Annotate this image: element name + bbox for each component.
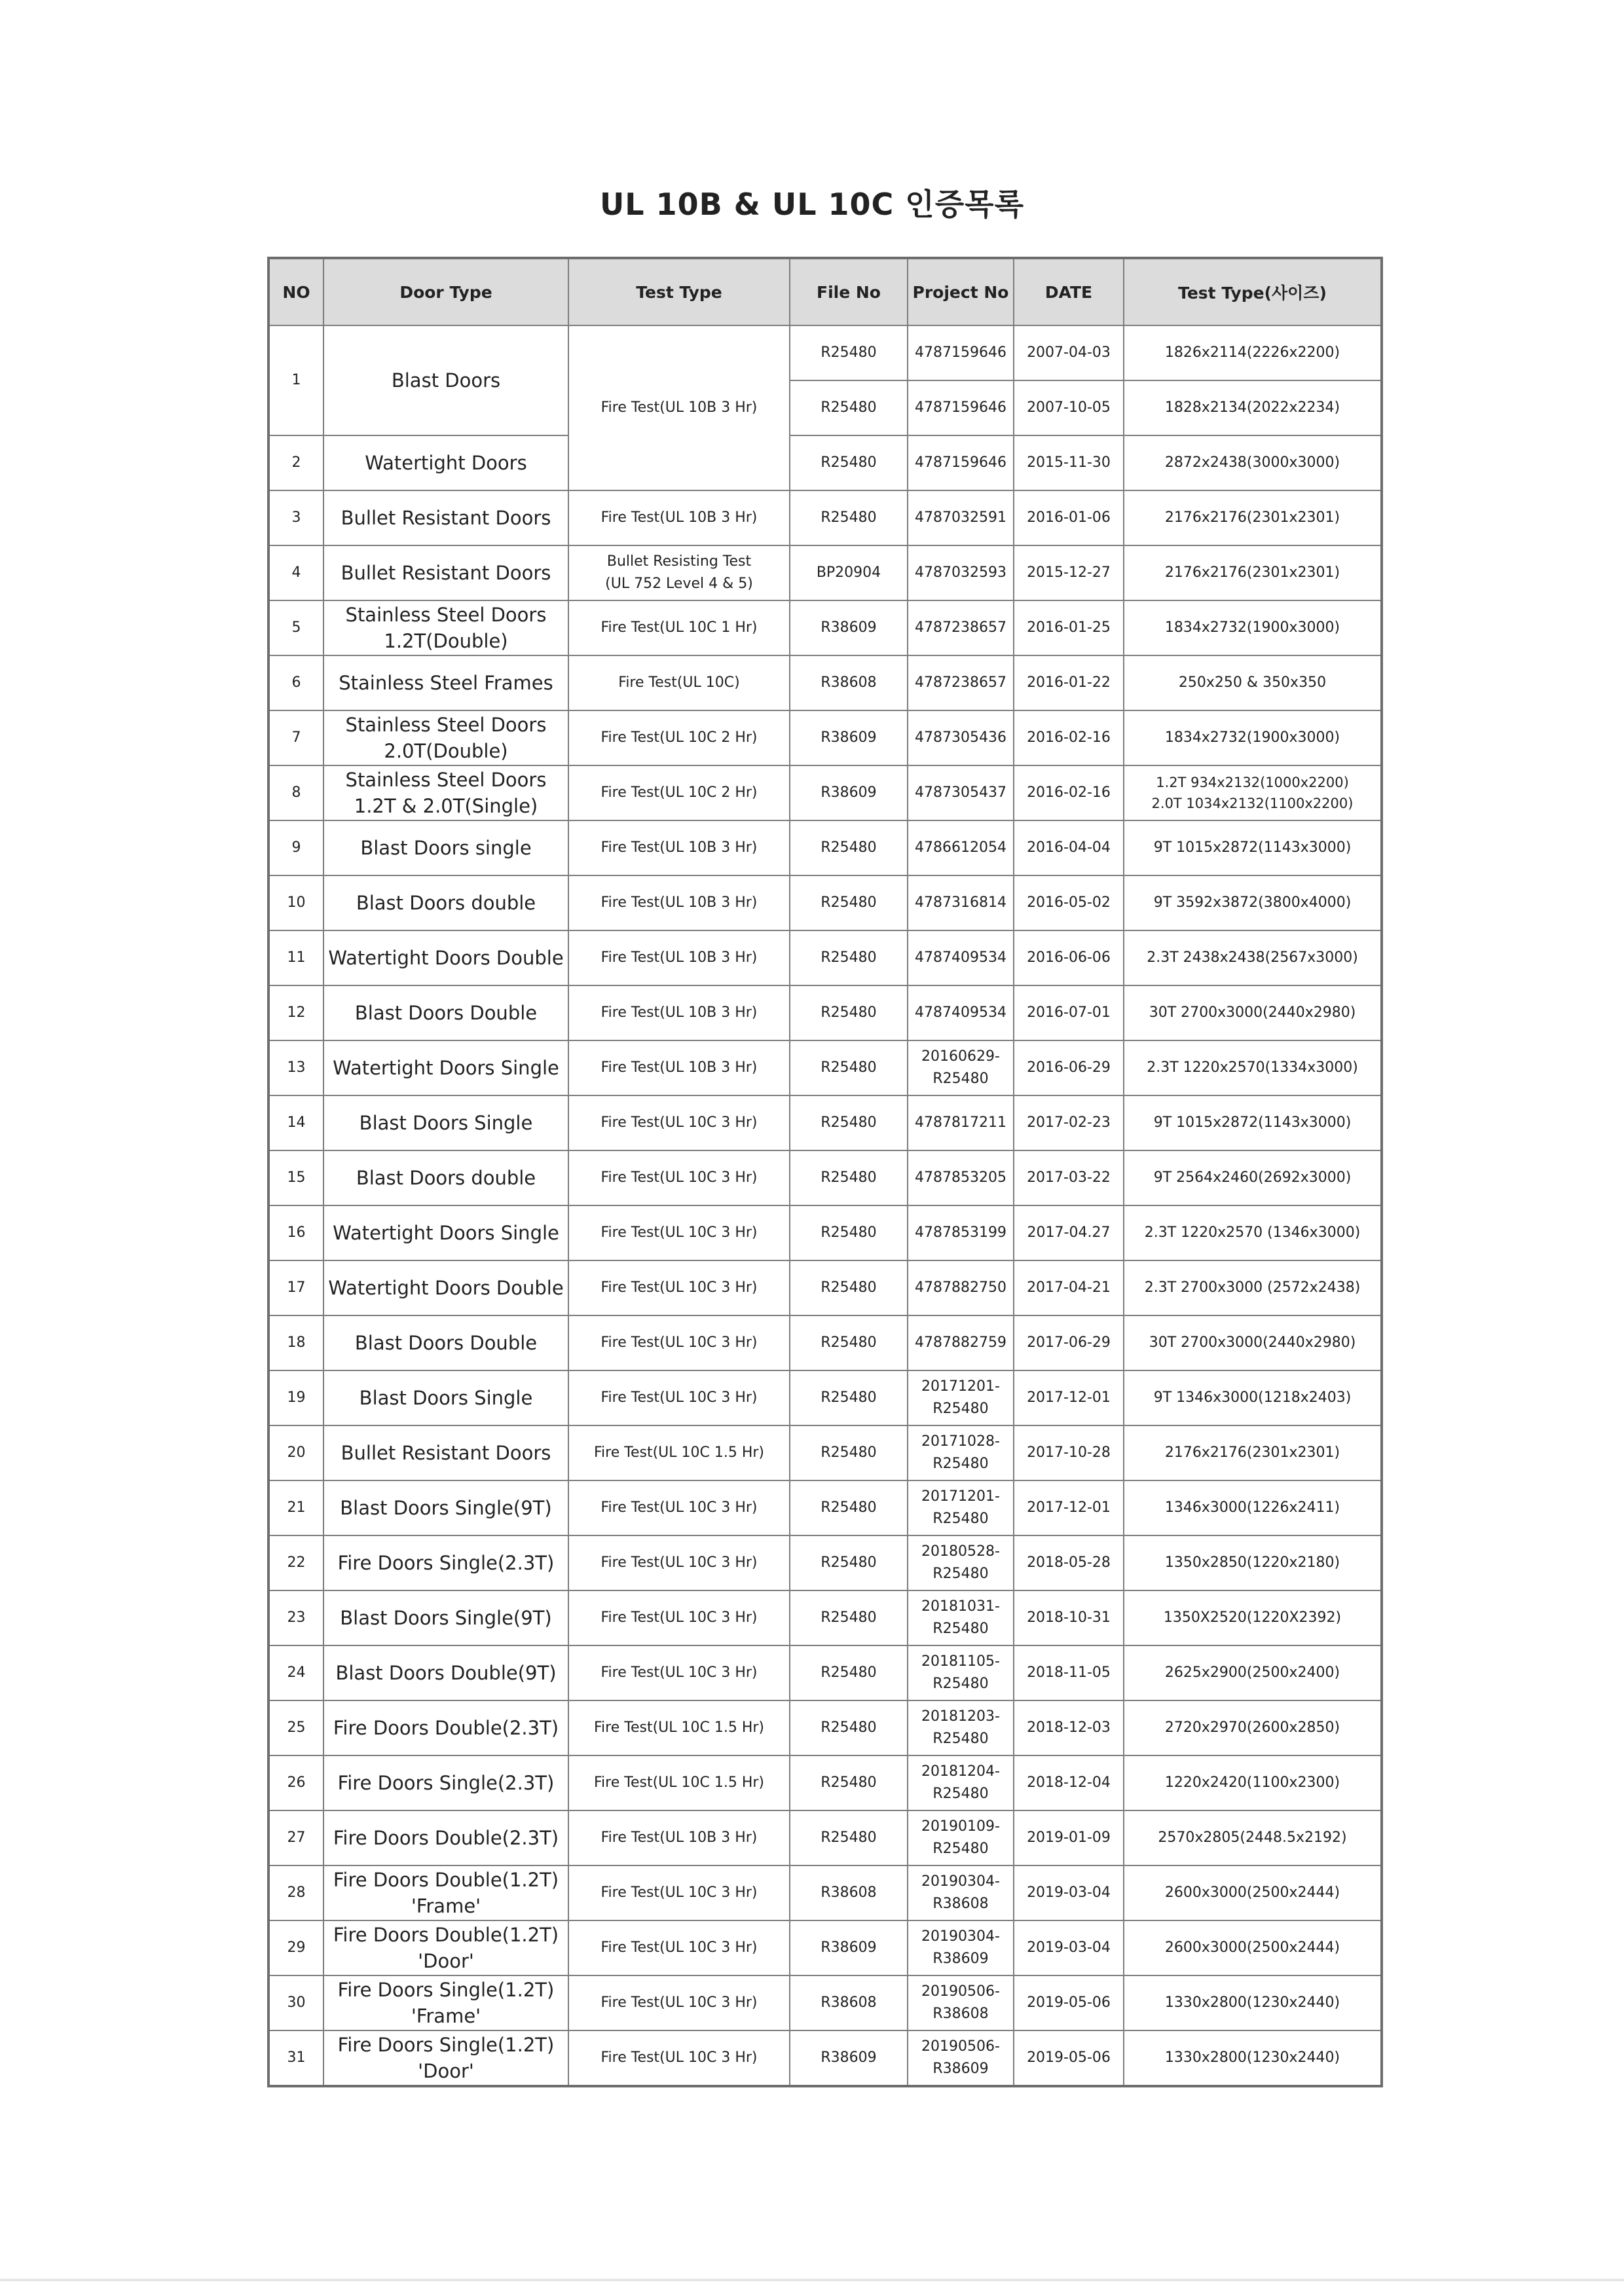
- cell-project-no: 20171201- R25480: [908, 1480, 1014, 1535]
- cell-no: 12: [268, 985, 323, 1040]
- cell-no: 4: [268, 545, 323, 600]
- cell-date: 2017-04.27: [1014, 1205, 1124, 1260]
- cell-file-no: R25480: [790, 1040, 908, 1095]
- cell-file-no: R25480: [790, 1425, 908, 1480]
- cell-project-no: 20190109- R25480: [908, 1810, 1014, 1865]
- cell-size: 30T 2700x3000(2440x2980): [1124, 985, 1382, 1040]
- table-row: [268, 985, 1382, 1040]
- cell-test-type: Fire Test(UL 10C 3 Hr): [568, 1535, 790, 1590]
- cell-project-no: 4787409534: [908, 930, 1014, 985]
- cell-file-no: R38608: [790, 655, 908, 710]
- cell-test-type: Fire Test(UL 10C 3 Hr): [568, 1315, 790, 1370]
- cell-test-type: Fire Test(UL 10C 3 Hr): [568, 2030, 790, 2086]
- cell-test-type: Fire Test(UL 10B 3 Hr): [568, 1040, 790, 1095]
- cell-door-type: Bullet Resistant Doors: [323, 545, 568, 600]
- cell-no: 22: [268, 1535, 323, 1590]
- table-row: [268, 1040, 1382, 1095]
- cell-project-no: 4787817211: [908, 1095, 1014, 1150]
- cell-size: 2625x2900(2500x2400): [1124, 1645, 1382, 1700]
- cell-date: 2017-04-21: [1014, 1260, 1124, 1315]
- cell-date: 2019-01-09: [1014, 1810, 1124, 1865]
- cell-project-no: 4787238657: [908, 655, 1014, 710]
- cell-no: 15: [268, 1150, 323, 1205]
- table-row: [268, 1865, 1382, 1920]
- cell-file-no: R38609: [790, 765, 908, 820]
- cell-size: 1346x3000(1226x2411): [1124, 1480, 1382, 1535]
- cell-test-type: Fire Test(UL 10C 3 Hr): [568, 1150, 790, 1205]
- cell-no: 11: [268, 930, 323, 985]
- cell-date: 2018-11-05: [1014, 1645, 1124, 1700]
- cell-date: 2016-01-22: [1014, 655, 1124, 710]
- cell-test-type: Fire Test(UL 10C 3 Hr): [568, 1205, 790, 1260]
- cell-date: 2017-06-29: [1014, 1315, 1124, 1370]
- cell-file-no: R38608: [790, 1865, 908, 1920]
- cell-project-no: 4787316814: [908, 875, 1014, 930]
- cell-no: 18: [268, 1315, 323, 1370]
- cell-no: 14: [268, 1095, 323, 1150]
- cell-date: 2015-11-30: [1014, 435, 1124, 490]
- cell-file-no: R25480: [790, 1150, 908, 1205]
- cell-door-type: Watertight Doors: [323, 435, 568, 490]
- cell-door-type: Blast Doors: [323, 325, 568, 435]
- table-row: [268, 875, 1382, 930]
- cell-door-type: Blast Doors Double: [323, 985, 568, 1040]
- cell-no: 2: [268, 435, 323, 490]
- table-row: [268, 1315, 1382, 1370]
- cell-size: 250x250 & 350x350: [1124, 655, 1382, 710]
- cell-project-no: 20190304- R38609: [908, 1920, 1014, 1975]
- cell-file-no: R25480: [790, 985, 908, 1040]
- cell-file-no: R25480: [790, 325, 908, 380]
- cell-size: 1.2T 934x2132(1000x2200) 2.0T 1034x2132(1100x2200): [1124, 765, 1382, 820]
- cell-door-type: Blast Doors Single(9T): [323, 1480, 568, 1535]
- cell-size: 1834x2732(1900x3000): [1124, 710, 1382, 765]
- cell-file-no: R38609: [790, 2030, 908, 2086]
- cell-no: 26: [268, 1755, 323, 1810]
- cell-no: 17: [268, 1260, 323, 1315]
- table-row: [268, 1205, 1382, 1260]
- cell-test-type: Bullet Resisting Test (UL 752 Level 4 & 5): [568, 545, 790, 600]
- cell-test-type: Fire Test(UL 10C 3 Hr): [568, 1975, 790, 2030]
- cell-project-no: 20171028- R25480: [908, 1425, 1014, 1480]
- cell-no: 25: [268, 1700, 323, 1755]
- cell-size: 30T 2700x3000(2440x2980): [1124, 1315, 1382, 1370]
- cell-no: 29: [268, 1920, 323, 1975]
- cell-door-type: Watertight Doors Single: [323, 1040, 568, 1095]
- cell-date: 2017-10-28: [1014, 1425, 1124, 1480]
- cell-size: 2570x2805(2448.5x2192): [1124, 1810, 1382, 1865]
- cell-file-no: R25480: [790, 930, 908, 985]
- cell-door-type: Bullet Resistant Doors: [323, 490, 568, 545]
- cell-size: 1350X2520(1220X2392): [1124, 1590, 1382, 1645]
- cell-test-type: Fire Test(UL 10C 3 Hr): [568, 1260, 790, 1315]
- header-date: DATE: [1014, 258, 1124, 325]
- cell-test-type: Fire Test(UL 10C 1.5 Hr): [568, 1425, 790, 1480]
- cell-door-type: Stainless Steel Doors 1.2T & 2.0T(Single): [323, 765, 568, 820]
- cell-date: 2007-04-03: [1014, 325, 1124, 380]
- cell-file-no: R38609: [790, 1920, 908, 1975]
- cell-test-type: Fire Test(UL 10B 3 Hr): [568, 930, 790, 985]
- cell-no: 19: [268, 1370, 323, 1425]
- cell-door-type: Blast Doors single: [323, 820, 568, 875]
- table-row: [268, 820, 1382, 875]
- header-file-no: File No: [790, 258, 908, 325]
- cell-file-no: R25480: [790, 1315, 908, 1370]
- cell-file-no: R25480: [790, 1480, 908, 1535]
- cell-door-type: Stainless Steel Doors 2.0T(Double): [323, 710, 568, 765]
- cell-project-no: 20171201- R25480: [908, 1370, 1014, 1425]
- cell-size: 1220x2420(1100x2300): [1124, 1755, 1382, 1810]
- cell-no: 23: [268, 1590, 323, 1645]
- table-row: [268, 655, 1382, 710]
- cell-project-no: 4787305437: [908, 765, 1014, 820]
- cell-door-type: Fire Doors Single(1.2T) 'Door': [323, 2030, 568, 2086]
- table-row: [268, 1700, 1382, 1755]
- cell-no: 30: [268, 1975, 323, 2030]
- cell-date: 2016-06-06: [1014, 930, 1124, 985]
- cell-door-type: Stainless Steel Doors 1.2T(Double): [323, 600, 568, 655]
- cell-door-type: Fire Doors Single(2.3T): [323, 1535, 568, 1590]
- cell-project-no: 4787409534: [908, 985, 1014, 1040]
- cell-project-no: 4787853199: [908, 1205, 1014, 1260]
- table-body: [268, 325, 1382, 2086]
- cell-size: 2176x2176(2301x2301): [1124, 1425, 1382, 1480]
- cell-project-no: 4787159646: [908, 435, 1014, 490]
- cell-file-no: R25480: [790, 1370, 908, 1425]
- cell-date: 2015-12-27: [1014, 545, 1124, 600]
- cell-date: 2016-02-16: [1014, 710, 1124, 765]
- cell-project-no: 20160629- R25480: [908, 1040, 1014, 1095]
- cell-test-type: Fire Test(UL 10B 3 Hr): [568, 490, 790, 545]
- cell-test-type: Fire Test(UL 10C 3 Hr): [568, 1370, 790, 1425]
- table-row: [268, 490, 1382, 545]
- table-row: [268, 1150, 1382, 1205]
- cell-file-no: R25480: [790, 820, 908, 875]
- cell-file-no: R38609: [790, 710, 908, 765]
- cell-size: 1350x2850(1220x2180): [1124, 1535, 1382, 1590]
- cell-date: 2018-05-28: [1014, 1535, 1124, 1590]
- cell-door-type: Watertight Doors Double: [323, 1260, 568, 1315]
- table-row: [268, 765, 1382, 820]
- cell-date: 2017-03-22: [1014, 1150, 1124, 1205]
- cell-size: 2176x2176(2301x2301): [1124, 545, 1382, 600]
- cell-project-no: 4787159646: [908, 380, 1014, 435]
- cell-door-type: Watertight Doors Double: [323, 930, 568, 985]
- cell-test-type: Fire Test(UL 10C 3 Hr): [568, 1645, 790, 1700]
- cell-no: 6: [268, 655, 323, 710]
- cell-no: 27: [268, 1810, 323, 1865]
- cell-no: 16: [268, 1205, 323, 1260]
- cell-test-type: Fire Test(UL 10B 3 Hr): [568, 985, 790, 1040]
- table-row: [268, 1645, 1382, 1700]
- cell-door-type: Fire Doors Double(2.3T): [323, 1700, 568, 1755]
- cell-size: 1834x2732(1900x3000): [1124, 600, 1382, 655]
- cell-date: 2019-03-04: [1014, 1865, 1124, 1920]
- cell-project-no: 4787032593: [908, 545, 1014, 600]
- page-scan-edge: [0, 2279, 1624, 2281]
- cell-no: 10: [268, 875, 323, 930]
- cell-project-no: 20190506- R38608: [908, 1975, 1014, 2030]
- table-row: [268, 1755, 1382, 1810]
- cell-no: 31: [268, 2030, 323, 2086]
- cell-size: 2600x3000(2500x2444): [1124, 1920, 1382, 1975]
- cell-no: 24: [268, 1645, 323, 1700]
- cell-file-no: R25480: [790, 1205, 908, 1260]
- cell-file-no: BP20904: [790, 545, 908, 600]
- cell-door-type: Fire Doors Single(1.2T) 'Frame': [323, 1975, 568, 2030]
- cell-project-no: 4787032591: [908, 490, 1014, 545]
- cell-file-no: R38608: [790, 1975, 908, 2030]
- cell-date: 2016-01-25: [1014, 600, 1124, 655]
- cell-size: 1826x2114(2226x2200): [1124, 325, 1382, 380]
- cell-test-type: Fire Test(UL 10C 2 Hr): [568, 710, 790, 765]
- cell-project-no: 20180528- R25480: [908, 1535, 1014, 1590]
- cell-test-type: Fire Test(UL 10C 3 Hr): [568, 1920, 790, 1975]
- cell-size: 1330x2800(1230x2440): [1124, 1975, 1382, 2030]
- cell-test-type: Fire Test(UL 10C): [568, 655, 790, 710]
- cell-size: 9T 1346x3000(1218x2403): [1124, 1370, 1382, 1425]
- certification-table: [267, 257, 1383, 2087]
- cell-project-no: 4787882750: [908, 1260, 1014, 1315]
- cell-test-type: Fire Test(UL 10B 3 Hr): [568, 1810, 790, 1865]
- header-door-type: Door Type: [323, 258, 568, 325]
- cell-project-no: 4786612054: [908, 820, 1014, 875]
- cell-test-type: Fire Test(UL 10C 1.5 Hr): [568, 1755, 790, 1810]
- cell-date: 2018-12-04: [1014, 1755, 1124, 1810]
- document-title: UL 10B & UL 10C 인증목록: [599, 187, 1025, 222]
- table-row: [268, 1535, 1382, 1590]
- table-row: [268, 2030, 1382, 2086]
- cell-door-type: Fire Doors Double(1.2T) 'Frame': [323, 1865, 568, 1920]
- cell-test-type: Fire Test(UL 10B 3 Hr): [568, 875, 790, 930]
- table-row: [268, 1810, 1382, 1865]
- cell-door-type: Watertight Doors Single: [323, 1205, 568, 1260]
- cell-date: 2016-07-01: [1014, 985, 1124, 1040]
- cell-size: 9T 2564x2460(2692x3000): [1124, 1150, 1382, 1205]
- cell-size: 2872x2438(3000x3000): [1124, 435, 1382, 490]
- cell-file-no: R25480: [790, 435, 908, 490]
- cell-door-type: Fire Doors Double(1.2T) 'Door': [323, 1920, 568, 1975]
- header-test-type: Test Type: [568, 258, 790, 325]
- cell-date: 2016-06-29: [1014, 1040, 1124, 1095]
- cell-door-type: Blast Doors double: [323, 1150, 568, 1205]
- cell-door-type: Blast Doors Double(9T): [323, 1645, 568, 1700]
- cell-no: 7: [268, 710, 323, 765]
- cell-project-no: 4787305436: [908, 710, 1014, 765]
- table-row: [268, 710, 1382, 765]
- cell-no: 1: [268, 325, 323, 435]
- table-row: [268, 1590, 1382, 1645]
- cell-file-no: R25480: [790, 875, 908, 930]
- cell-test-type: Fire Test(UL 10C 2 Hr): [568, 765, 790, 820]
- cell-date: 2019-03-04: [1014, 1920, 1124, 1975]
- header-size: Test Type(사이즈): [1124, 258, 1382, 325]
- table-row: [268, 1370, 1382, 1425]
- table-row: [268, 1480, 1382, 1535]
- cell-door-type: Fire Doors Single(2.3T): [323, 1755, 568, 1810]
- cell-door-type: Fire Doors Double(2.3T): [323, 1810, 568, 1865]
- cell-size: 2.3T 2700x3000 (2572x2438): [1124, 1260, 1382, 1315]
- cell-file-no: R25480: [790, 490, 908, 545]
- cell-size: 2.3T 1220x2570 (1346x3000): [1124, 1205, 1382, 1260]
- cell-size: 2176x2176(2301x2301): [1124, 490, 1382, 545]
- cell-test-type: Fire Test(UL 10C 3 Hr): [568, 1590, 790, 1645]
- cell-test-type: Fire Test(UL 10C 1.5 Hr): [568, 1700, 790, 1755]
- table-row: [268, 435, 1382, 490]
- cell-date: 2019-05-06: [1014, 2030, 1124, 2086]
- cell-no: 28: [268, 1865, 323, 1920]
- table-row: [268, 1425, 1382, 1480]
- cell-date: 2017-12-01: [1014, 1370, 1124, 1425]
- cell-door-type: Blast Doors double: [323, 875, 568, 930]
- cell-test-type: Fire Test(UL 10C 3 Hr): [568, 1865, 790, 1920]
- cell-size: 2720x2970(2600x2850): [1124, 1700, 1382, 1755]
- table-row: [268, 325, 1382, 380]
- header-project-no: Project No: [908, 258, 1014, 325]
- cell-size: 9T 1015x2872(1143x3000): [1124, 1095, 1382, 1150]
- cell-file-no: R25480: [790, 1755, 908, 1810]
- cell-file-no: R25480: [790, 1260, 908, 1315]
- cell-door-type: Bullet Resistant Doors: [323, 1425, 568, 1480]
- cell-date: 2018-12-03: [1014, 1700, 1124, 1755]
- cell-date: 2016-04-04: [1014, 820, 1124, 875]
- cell-size: 2.3T 2438x2438(2567x3000): [1124, 930, 1382, 985]
- cell-project-no: 20190506- R38609: [908, 2030, 1014, 2086]
- cell-date: 2017-02-23: [1014, 1095, 1124, 1150]
- cell-no: 8: [268, 765, 323, 820]
- cell-no: 21: [268, 1480, 323, 1535]
- cell-project-no: 4787238657: [908, 600, 1014, 655]
- cell-project-no: 20181204- R25480: [908, 1755, 1014, 1810]
- cell-no: 3: [268, 490, 323, 545]
- table-row: [268, 1975, 1382, 2030]
- cell-file-no: R25480: [790, 1095, 908, 1150]
- cell-project-no: 4787159646: [908, 325, 1014, 380]
- cell-file-no: R25480: [790, 1810, 908, 1865]
- table-row: [268, 1095, 1382, 1150]
- cell-date: 2017-12-01: [1014, 1480, 1124, 1535]
- header-row: [268, 258, 1382, 325]
- cell-no: 9: [268, 820, 323, 875]
- table-row: [268, 545, 1382, 600]
- table-row: [268, 1920, 1382, 1975]
- cell-file-no: R38609: [790, 600, 908, 655]
- cell-project-no: 20181203- R25480: [908, 1700, 1014, 1755]
- cell-project-no: 4787853205: [908, 1150, 1014, 1205]
- table-row: [268, 930, 1382, 985]
- table-row: [268, 600, 1382, 655]
- cell-door-type: Blast Doors Double: [323, 1315, 568, 1370]
- cell-no: 13: [268, 1040, 323, 1095]
- cell-test-type: Fire Test(UL 10B 3 Hr): [568, 325, 790, 490]
- cell-size: 2.3T 1220x2570(1334x3000): [1124, 1040, 1382, 1095]
- cell-door-type: Stainless Steel Frames: [323, 655, 568, 710]
- cell-size: 9T 1015x2872(1143x3000): [1124, 820, 1382, 875]
- cell-file-no: R25480: [790, 1645, 908, 1700]
- cell-file-no: R25480: [790, 1700, 908, 1755]
- cell-date: 2016-01-06: [1014, 490, 1124, 545]
- cell-date: 2016-05-02: [1014, 875, 1124, 930]
- cell-no: 5: [268, 600, 323, 655]
- cell-door-type: Blast Doors Single: [323, 1095, 568, 1150]
- cell-project-no: 20181105- R25480: [908, 1645, 1014, 1700]
- cell-date: 2018-10-31: [1014, 1590, 1124, 1645]
- cell-date: 2019-05-06: [1014, 1975, 1124, 2030]
- header-no: NO: [268, 258, 323, 325]
- cell-test-type: Fire Test(UL 10B 3 Hr): [568, 820, 790, 875]
- cell-file-no: R25480: [790, 1535, 908, 1590]
- cell-date: 2007-10-05: [1014, 380, 1124, 435]
- cell-test-type: Fire Test(UL 10C 3 Hr): [568, 1095, 790, 1150]
- cell-test-type: Fire Test(UL 10C 1 Hr): [568, 600, 790, 655]
- cell-door-type: Blast Doors Single: [323, 1370, 568, 1425]
- cell-date: 2016-02-16: [1014, 765, 1124, 820]
- cell-file-no: R25480: [790, 1590, 908, 1645]
- cell-size: 1330x2800(1230x2440): [1124, 2030, 1382, 2086]
- cell-no: 20: [268, 1425, 323, 1480]
- table-row: [268, 1260, 1382, 1315]
- cell-test-type: Fire Test(UL 10C 3 Hr): [568, 1480, 790, 1535]
- cell-size: 1828x2134(2022x2234): [1124, 380, 1382, 435]
- cell-size: 9T 3592x3872(3800x4000): [1124, 875, 1382, 930]
- cell-size: 2600x3000(2500x2444): [1124, 1865, 1382, 1920]
- cell-project-no: 20181031- R25480: [908, 1590, 1014, 1645]
- cell-door-type: Blast Doors Single(9T): [323, 1590, 568, 1645]
- cell-project-no: 20190304- R38608: [908, 1865, 1014, 1920]
- cell-file-no: R25480: [790, 380, 908, 435]
- cell-project-no: 4787882759: [908, 1315, 1014, 1370]
